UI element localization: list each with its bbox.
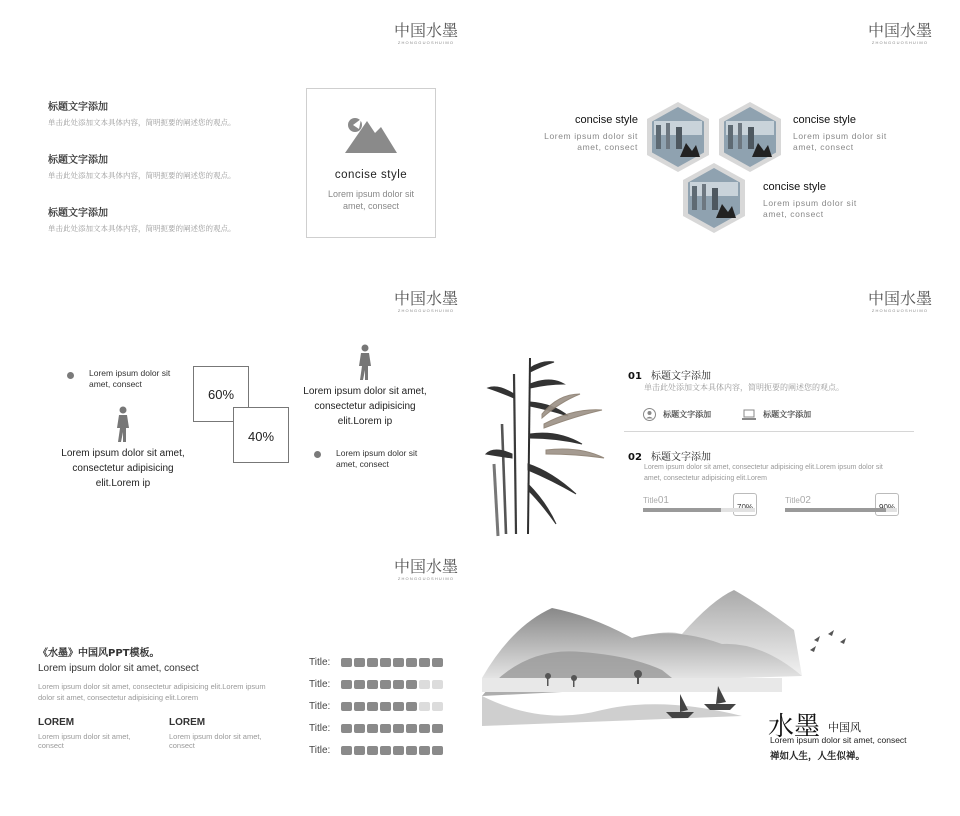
logo-text: 中国水墨	[393, 21, 458, 40]
bar-segment	[341, 702, 352, 711]
bar-label: Title:	[309, 744, 331, 756]
desc-line: amet, consectetur adipisicing elit.Lorem	[644, 475, 767, 482]
bar-segment	[380, 702, 391, 711]
paragraph-line: elit.Lorem ip	[95, 478, 151, 489]
bar-segment	[406, 724, 417, 733]
bar-segment	[393, 702, 404, 711]
segment-bar-row	[309, 739, 459, 761]
paragraph-line: consectetur adipisicing	[72, 463, 174, 474]
bar-segment	[380, 658, 391, 667]
bar-segment	[367, 702, 378, 711]
section-number: 02	[628, 452, 642, 463]
bar-segment	[380, 746, 391, 755]
section-divider	[624, 431, 914, 432]
title-big: 水墨	[768, 712, 821, 742]
slide5-subheading: Lorem ipsum dolor sit amet, consect	[38, 663, 199, 674]
progress-track	[785, 508, 897, 512]
bar-segment	[406, 680, 417, 689]
logo-subtext: ZHONGGUOSHUIMO	[397, 40, 455, 45]
brand-logo	[860, 290, 940, 313]
bar-segment	[354, 746, 365, 755]
caption-desc-1: Lorem ipsum dolor sit	[544, 131, 638, 141]
hex-caption-1	[520, 114, 638, 152]
item-desc: 单击此处添加文本具体内容，简明扼要的阐述您的观点。	[48, 118, 236, 127]
progress-bubble	[875, 493, 899, 516]
lorem-column-1	[38, 717, 131, 750]
progress-label	[643, 495, 669, 506]
bar-label: Title:	[309, 678, 331, 690]
slide1-item-3	[48, 204, 236, 234]
logo-subtext: ZHONGGUOSHUIMO	[397, 308, 455, 313]
slide5-heading: 《水墨》中国风PPT模板。	[38, 648, 160, 659]
caption-desc-1: Lorem ipsum dolor sit	[763, 198, 857, 208]
percent-value: 60%	[207, 387, 235, 402]
bar-segment	[354, 680, 365, 689]
bar-segment	[419, 746, 430, 755]
bar-segment	[432, 702, 443, 711]
caption-title: concise style	[575, 114, 638, 126]
bar-segment	[393, 680, 404, 689]
logo-text: 中国水墨	[867, 21, 932, 40]
percent-box-40	[233, 407, 289, 463]
label-number: 01	[657, 495, 669, 506]
hex-photo-3	[682, 162, 746, 234]
brand-logo	[386, 558, 466, 581]
section-01-desc: 单击此处添加文本具体内容，简明扼要的阐述您的观点。	[644, 383, 844, 392]
paragraph-line: Lorem ipsum dolor sit amet, consectetur adipisicing elit.Lorem ipsum	[38, 682, 266, 691]
bar-segment	[432, 680, 443, 689]
bar-segment	[406, 702, 417, 711]
chip-label: 标题文字添加	[763, 410, 812, 419]
progress-bubble	[733, 493, 757, 516]
right-paragraph	[294, 384, 436, 429]
column-title: LOREM	[38, 717, 75, 728]
column-line: Lorem ipsum dolor sit amet,	[169, 732, 262, 741]
bar-label: Title:	[309, 656, 331, 668]
chip-2	[742, 404, 811, 423]
person-silhouette-icon	[356, 344, 374, 382]
bullet-dot	[314, 451, 321, 458]
bar-segment	[406, 658, 417, 667]
segment-bar-row	[309, 717, 459, 739]
bar-segment	[341, 658, 352, 667]
bar-segment	[341, 746, 352, 755]
bar-segment	[419, 658, 430, 667]
bar-segment	[432, 724, 443, 733]
slide6-line-2: 禅如人生，人生似禅。	[770, 751, 866, 762]
label-number: 02	[799, 495, 811, 506]
item-desc: 单击此处添加文本具体内容，简明扼要的阐述您的观点。	[48, 171, 236, 180]
bar-segment	[354, 658, 365, 667]
section-02-desc	[644, 462, 883, 484]
title-small: 中国风	[828, 721, 861, 734]
item-title: 标题文字添加	[48, 208, 108, 219]
lorem-column-2	[169, 717, 262, 750]
desc-line: Lorem ipsum dolor sit amet, consectetur adipisicing elit.Lorem ipsum dolor sit	[644, 464, 883, 471]
laptop-icon	[742, 409, 756, 421]
column-line: Lorem ipsum dolor sit amet,	[38, 732, 131, 741]
bar-segment	[367, 658, 378, 667]
slide6-line-1: Lorem ipsum dolor sit amet, consect	[770, 735, 907, 745]
paragraph-line: elit.Lorem ip	[337, 416, 393, 427]
bar-segment	[367, 746, 378, 755]
progress-fill	[785, 508, 886, 512]
segment-bar-row	[309, 651, 459, 673]
caption-desc-2: amet, consect	[577, 142, 638, 152]
segment-bar-row	[309, 673, 459, 695]
bar-segment	[432, 658, 443, 667]
item-title: 标题文字添加	[48, 102, 108, 113]
bar-segment	[380, 724, 391, 733]
caption-desc-2: amet, consect	[763, 209, 824, 219]
paragraph-line: Lorem ipsum dolor sit amet,	[61, 448, 185, 459]
progress-fill	[643, 508, 721, 512]
bar-segment	[419, 680, 430, 689]
logo-subtext: ZHONGGUOSHUIMO	[397, 576, 455, 581]
column-title: LOREM	[169, 717, 206, 728]
logo-text: 中国水墨	[867, 289, 932, 308]
user-icon	[643, 408, 656, 421]
bar-segment	[406, 746, 417, 755]
segment-bars	[309, 651, 459, 761]
caption-desc-1: Lorem ipsum dolor sit	[793, 131, 887, 141]
bar-segment	[393, 746, 404, 755]
slide1-item-1	[48, 98, 236, 128]
bamboo-painting	[484, 354, 610, 538]
segment-bar-row	[309, 695, 459, 717]
bar-segment	[432, 746, 443, 755]
chip-1	[643, 404, 711, 423]
caption-desc-2: amet, consect	[793, 142, 854, 152]
bar-segment	[419, 702, 430, 711]
bullet-line: Lorem ipsum dolor sit	[336, 448, 418, 458]
bullet-text-1	[89, 368, 170, 390]
bar-segment	[354, 702, 365, 711]
section-title: 标题文字添加	[651, 452, 712, 463]
label-prefix: Title	[643, 496, 658, 505]
item-desc: 单击此处添加文本具体内容，简明扼要的阐述您的观点。	[48, 224, 236, 233]
bar-segment	[367, 680, 378, 689]
bullet-dot	[67, 372, 74, 379]
bar-segment	[419, 724, 430, 733]
column-line: consect	[38, 741, 64, 750]
bar-segment	[380, 680, 391, 689]
item-title: 标题文字添加	[48, 155, 108, 166]
bar-segment	[354, 724, 365, 733]
bar-segment	[393, 658, 404, 667]
paragraph-line: Lorem ipsum dolor sit amet,	[303, 386, 427, 397]
bar-segment	[341, 680, 352, 689]
brand-logo	[860, 22, 940, 45]
bullet-line: amet, consect	[336, 459, 389, 469]
hex-caption-3	[763, 181, 893, 219]
slide5-paragraph	[38, 681, 266, 703]
bar-label: Title:	[309, 700, 331, 712]
logo-text: 中国水墨	[393, 289, 458, 308]
caption-title: concise style	[763, 181, 826, 193]
label-prefix: Title	[785, 496, 800, 505]
bullet-line: Lorem ipsum dolor sit	[89, 368, 171, 378]
logo-subtext: ZHONGGUOSHUIMO	[871, 308, 929, 313]
concise-card	[306, 88, 436, 238]
bar-label: Title:	[309, 722, 331, 734]
bar-segment	[367, 724, 378, 733]
bar-segment	[341, 724, 352, 733]
section-number: 01	[628, 371, 642, 382]
section-title: 标题文字添加	[651, 371, 712, 382]
bullet-text-2	[336, 448, 417, 470]
chip-label: 标题文字添加	[663, 410, 712, 419]
card-title: concise style	[334, 169, 408, 181]
column-line: consect	[169, 741, 195, 750]
bullet-line: amet, consect	[89, 379, 142, 389]
left-paragraph	[52, 446, 194, 491]
percent-value: 40%	[247, 429, 275, 444]
progress-track	[643, 508, 755, 512]
logo-subtext: ZHONGGUOSHUIMO	[871, 40, 929, 45]
person-silhouette-icon	[114, 406, 132, 444]
caption-title: concise style	[793, 114, 856, 126]
logo-text: 中国水墨	[393, 557, 458, 576]
paragraph-line: consectetur adipisicing	[314, 401, 416, 412]
brand-logo	[386, 22, 466, 45]
mountain-icon	[343, 115, 399, 155]
brand-logo	[386, 290, 466, 313]
progress-label	[785, 495, 811, 506]
bar-segment	[393, 724, 404, 733]
hex-caption-2	[793, 114, 923, 152]
card-desc-2: amet, consect	[342, 201, 400, 211]
slide1-item-2	[48, 151, 236, 181]
card-desc-1: Lorem ipsum dolor sit	[327, 189, 415, 199]
paragraph-line: dolor sit amet, consectetur adipisicing elit.Lorem	[38, 693, 199, 702]
section-01	[628, 364, 711, 383]
